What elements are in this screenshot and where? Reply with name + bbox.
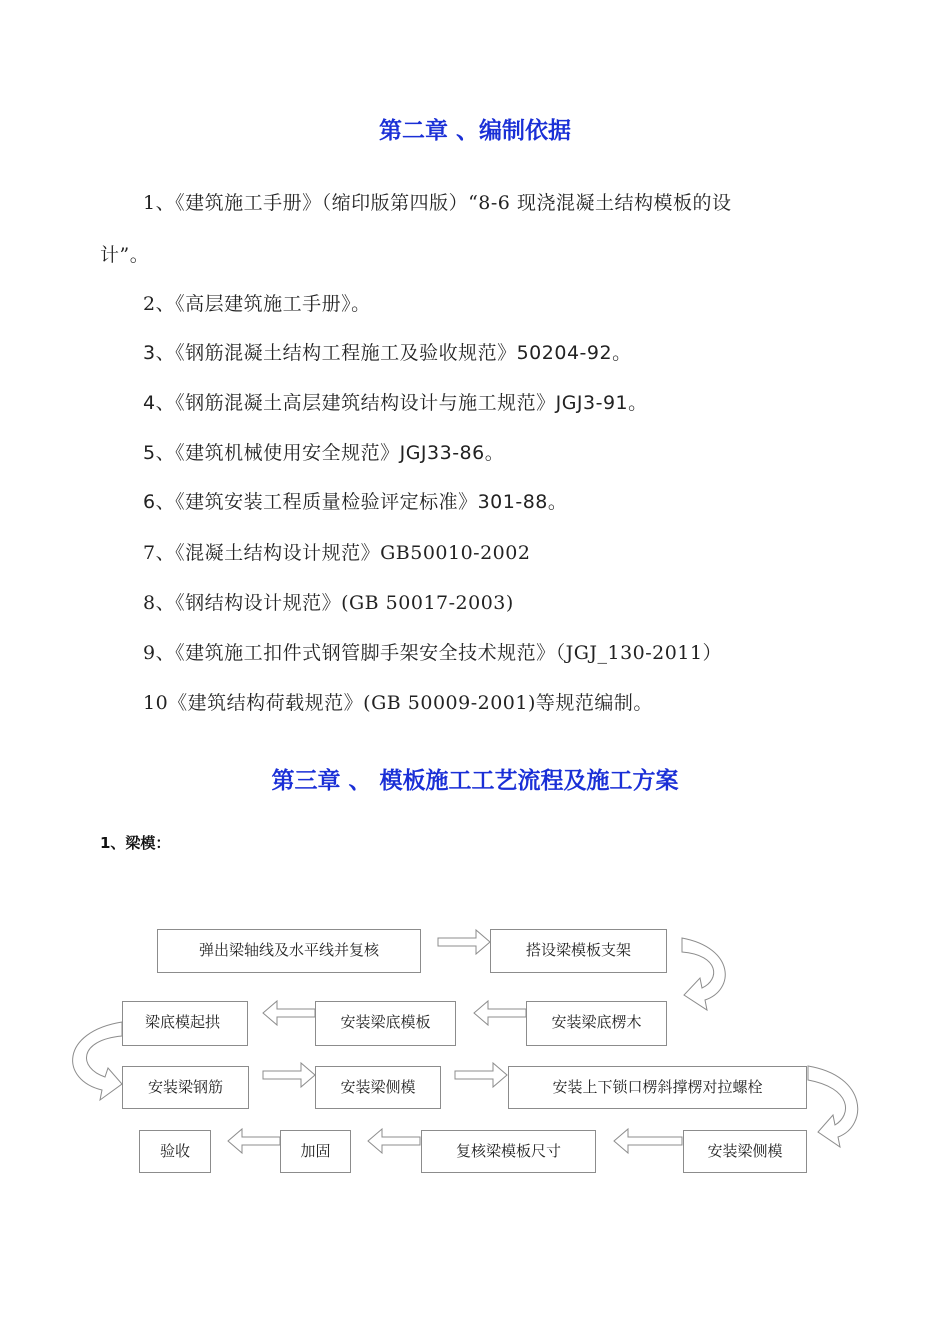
flow-step-camber (122, 1001, 248, 1046)
flow-step-label: 梁底模起拱 (145, 1013, 221, 1031)
arrow-right-2 (263, 1063, 315, 1087)
flow-step-label: 复核梁模板尺寸 (455, 1142, 561, 1160)
flow-step-bottom-joist (526, 1001, 667, 1046)
section-subtitle-beam: 1、梁模： (100, 834, 171, 852)
flow-step-label: 安装梁底楞木 (551, 1013, 642, 1031)
basis-item-10: 10《建筑结构荷载规范》(GB 50009-2001)等规范编制。 (143, 692, 653, 714)
flow-step-label: 安装梁底模板 (340, 1013, 431, 1031)
basis-item-1-cont: 计”。 (100, 244, 150, 266)
flow-step-acceptance (139, 1130, 211, 1173)
basis-item-9: 9、《建筑施工扣件式钢管脚手架安全技术规范》（JGJ_130-2011） (143, 642, 723, 664)
basis-item-7: 7、《混凝土结构设计规范》GB50010-2002 (143, 542, 531, 564)
flow-step-side-form-1 (315, 1066, 441, 1109)
flow-step-label: 安装梁钢筋 (147, 1078, 223, 1096)
arrow-right-3 (455, 1063, 507, 1087)
chapter3-title: 第三章 、 模板施工工艺流程及施工方案 (271, 768, 679, 794)
flow-step-rebar (122, 1066, 249, 1109)
basis-item-5: 5、《建筑机械使用安全规范》JGJ33-86。 (143, 442, 505, 464)
arrow-left-5 (228, 1129, 280, 1153)
basis-item-6: 6、《建筑安装工程质量检验评定标准》301-88。 (143, 491, 568, 513)
arrow-left-2 (263, 1001, 315, 1025)
flow-step-bottom-form (315, 1001, 456, 1046)
basis-item-1: 1、《建筑施工手册》（缩印版第四版）“8-6 现浇混凝土结构模板的设 (143, 192, 732, 214)
flow-step-label: 安装梁侧模 (340, 1078, 416, 1096)
flow-step-label: 验收 (159, 1142, 190, 1160)
curved-arrow-right-1 (682, 938, 725, 1010)
basis-item-4: 4、《钢筋混凝土高层建筑结构设计与施工规范》JGJ3-91。 (143, 392, 648, 414)
flow-step-label: 安装梁侧模 (707, 1142, 783, 1160)
flow-step-label: 加固 (300, 1142, 331, 1160)
arrow-right-1 (438, 930, 490, 954)
basis-item-8: 8、《钢结构设计规范》(GB 50017-2003) (143, 592, 514, 614)
flow-step-side-form-2 (683, 1130, 807, 1173)
flow-step-label: 搭设梁模板支架 (525, 941, 631, 959)
flow-step-support-frame (490, 929, 667, 973)
flow-step-axis-lines (157, 929, 421, 973)
basis-item-3: 3、《钢筋混凝土结构工程施工及验收规范》50204-92。 (143, 342, 632, 364)
flow-step-label: 弹出梁轴线及水平线并复核 (198, 941, 379, 959)
flow-step-label: 安装上下锁口楞斜撑楞对拉螺栓 (552, 1078, 763, 1096)
chapter2-title: 第二章 、编制依据 (378, 118, 571, 144)
basis-item-2: 2、《高层建筑施工手册》。 (143, 293, 371, 315)
arrow-left-3 (614, 1129, 682, 1153)
flow-step-check-size (421, 1130, 596, 1173)
flow-step-reinforce (280, 1130, 351, 1173)
curved-arrow-right-2 (808, 1066, 858, 1147)
arrow-left-1 (474, 1001, 526, 1025)
curved-arrow-left-1 (73, 1022, 122, 1100)
flow-step-bolts (508, 1066, 807, 1109)
arrow-left-4 (368, 1129, 420, 1153)
